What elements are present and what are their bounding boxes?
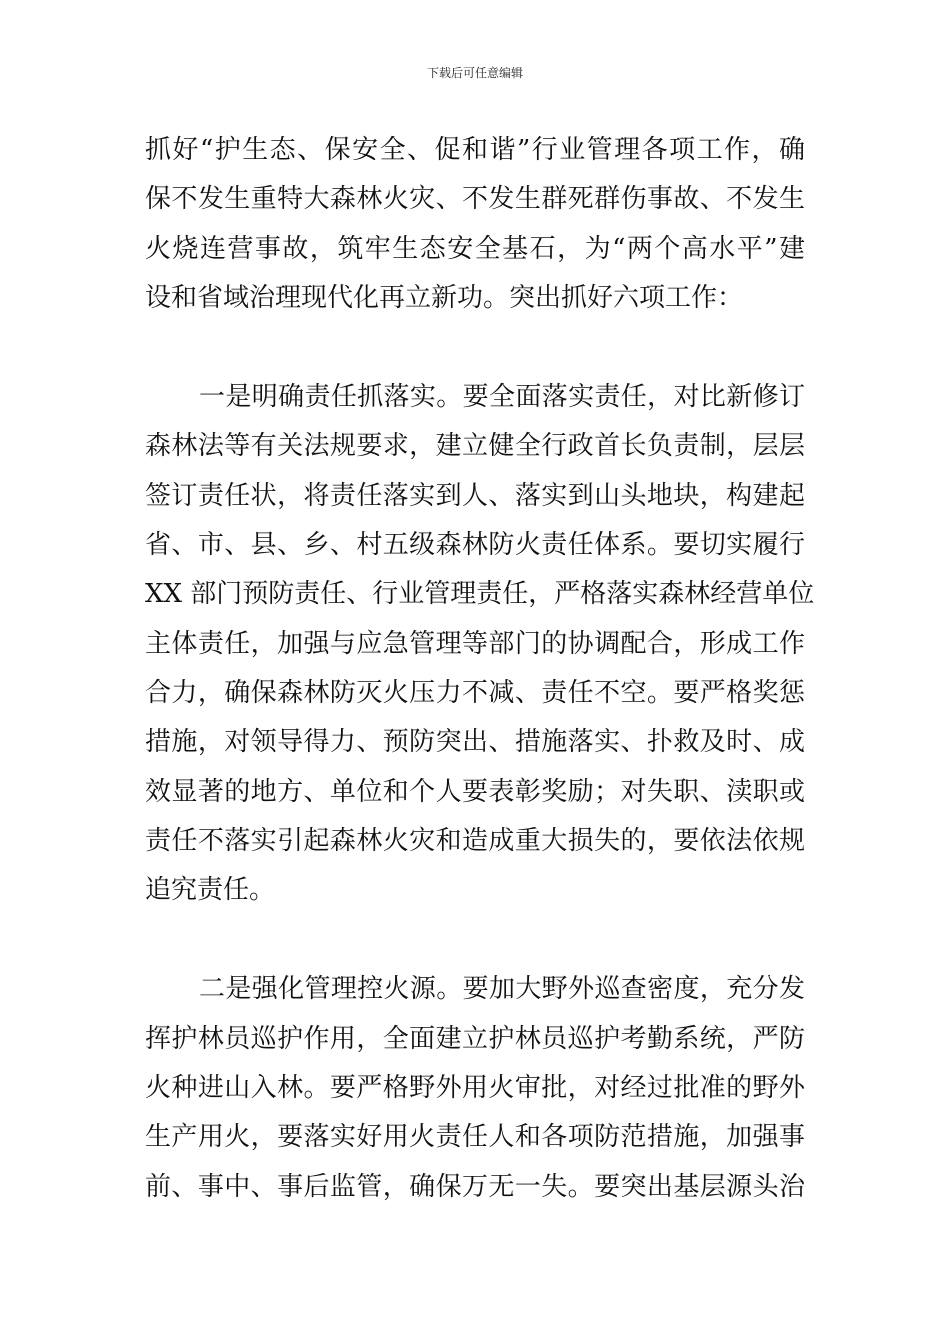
paragraph-intro <box>145 126 805 323</box>
text-line: 主体责任，加强与应急管理等部门的协调配合，形成工作 <box>145 628 805 659</box>
text-line: 前、事中、事后监管，确保万无一失。要突出基层源头治 <box>145 1171 805 1202</box>
text-line: 设和省域治理现代化再立新功。突出抓好六项工作： <box>145 282 744 313</box>
text-line: 森林法等有关法规要求，建立健全行政首长负责制，层层 <box>145 431 805 462</box>
text-line: 省、市、县、乡、村五级森林防火责任体系。要切实履行 <box>145 530 805 561</box>
text-line: 抓好“护生态、保安全、促和谐”行业管理各项工作，确 <box>145 135 805 165</box>
text-line: 保不发生重特大森林火灾、不发生群死群伤事故、不发生 <box>145 184 805 215</box>
document-body <box>145 126 815 1212</box>
text-line: 生产用火，要落实好用火责任人和各项防范措施，加强事 <box>145 1122 805 1153</box>
text-line: XX 部门预防责任、行业管理责任，严格落实森林经营单位 <box>145 579 815 610</box>
paragraph-gap <box>145 915 805 965</box>
text-line: 措施，对领导得力、预防突出、措施落实、扑救及时、成 <box>145 727 805 758</box>
text-line: 火种进山入林。要严格野外用火审批，对经过批准的野外 <box>145 1073 805 1104</box>
text-line: 合力，确保森林防灭火压力不减、责任不空。要严格奖惩 <box>145 677 805 708</box>
text-line: 二是强化管理控火源。要加大野外巡查密度，充分发 <box>199 974 805 1005</box>
text-line: 一是明确责任抓落实。要全面落实责任，对比新修订 <box>199 382 805 413</box>
text-line: 追究责任。 <box>145 875 276 906</box>
text-line: 责任不落实引起森林火灾和造成重大损失的，要依法依规 <box>145 825 805 856</box>
page-header: 下载后可任意编辑 <box>426 66 523 80</box>
paragraph-fire-source <box>145 965 805 1211</box>
text-line: 挥护林员巡护作用，全面建立护林员巡护考勤系统，严防 <box>145 1023 805 1054</box>
paragraph-responsibility <box>145 373 815 915</box>
paragraph-gap <box>145 323 805 373</box>
text-line: 效显著的地方、单位和个人要表彰奖励；对失职、渎职或 <box>145 776 805 807</box>
text-line: 签订责任状，将责任落实到人、落实到山头地块，构建起 <box>145 480 805 511</box>
text-line: 火烧连营事故，筑牢生态安全基石，为“两个高水平”建 <box>145 233 805 264</box>
